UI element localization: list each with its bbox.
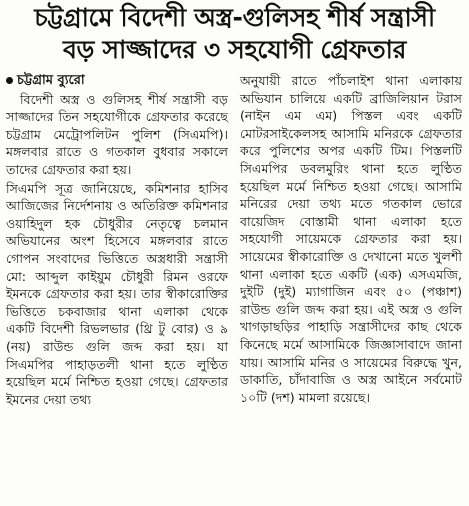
paragraph: সিএমপি সূত্র জানিয়েছে, কমিশনার হাসিব আজিজের নির্দেশনায় ও অতিরিক্ত কমিশনার ওয়াহিদুল হক চৌধুরীর নেতৃত্বে চলমান অভিযানের অংশ হিসেবে মঙ্গলবার রাতে গোপন সংবাদের ভিত্তিতে অস্ত্রধারী সন্ত্রাসী মো: আব্দুল কাইয়ুম চৌধুরী রিমন ওরফে ইমনকে গ্রেফতার করা হয়। তার স্বীকারোক্তির ভিত্তিতে চকবাজার থানা এলাকা থেকে একটি বিদেশী রিভলভার (থ্রি টু বোর) ও ৯ (নয়) রাউন্ড গুলি জব্দ করা হয়। যা সিএমপির পাহাড়তলী থানা হতে লুণ্ঠিত হয়েছিল মর্মে নিশ্চিত হওয়া গেছে। গ্রেফতার ইমনের দেয়া তথ্য xyxy=(6,180,228,407)
paragraph: অনুযায়ী রাতে পাঁচলাইশ থানা এলাকায় অভিযান চালিয়ে একটি ব্রাজিলিয়ান টরাস (নাইন এম এম) পিস্তল এবং একটি মোটরসাইকেলসহ আসামি মনিরকে গ্রেফতার করে পুলিশের অপর একটি টিম। পিস্তলটি সিএমপির ডবলমুরিং থানা হতে লুণ্ঠিত হয়েছিল মর্মে নিশ্চিত হওয়া গেছে। আসামি মনিরের দেয়া তথ্য মতে গতকাল ভোরে বায়েজিদ বোস্তামী থানা এলাকা হতে সহযোগী সায়েমকে গ্রেফতার করা হয়। সায়েমের স্বীকারোক্তি ও দেখানো মতে খুলশী থানা এলাকা হতে একটি (এক) এসএমজি, দুইটি (দুই) ম্যাগাজিন এবং ৫০ (পঞ্চাশ) রাউন্ড গুলি জব্দ করা হয়। এই অস্ত্র ও গুলি খাগড়াছড়ির পাহাড়ি সন্ত্রাসীদের কাছ থেকে কিনেছে মর্মে আসামিকে জিজ্ঞাসাবাদে জানা যায়। আসামি মনির ও সায়েমের বিরুদ্ধে খুন, ডাকাতি, চাঁদাবাজি ও অস্ত্র আইনে সর্বমোট ১০টি (দশ) মামলা রয়েছে। xyxy=(240,73,462,405)
bullet-icon xyxy=(6,77,13,84)
headline-line-2: বড় সাজ্জাদের ৩ সহযোগী গ্রেফতার xyxy=(62,35,407,64)
article-body xyxy=(6,72,463,408)
paragraph: বিদেশী অস্ত্র ও গুলিসহ শীর্ষ সন্ত্রাসী বড় সাজ্জাদের তিন সহযোগীকে গ্রেফতার করেছে চট্টগ্রাম মেট্রোপলিটন পুলিশ (সিএমপি)। মঙ্গলবার রাতে ও গতকাল বুধবার সকালে তাদের গ্রেফতার করা হয়। xyxy=(6,91,228,177)
headline xyxy=(6,2,463,66)
right-column xyxy=(240,72,462,408)
headline-line-1: চট্টগ্রামে বিদেশী অস্ত্র-গুলিসহ শীর্ষ সন্ত্রাসী xyxy=(34,3,435,32)
byline-text: চট্টগ্রাম ব্যুরো xyxy=(17,73,85,88)
byline xyxy=(6,72,228,90)
left-column xyxy=(6,72,228,408)
